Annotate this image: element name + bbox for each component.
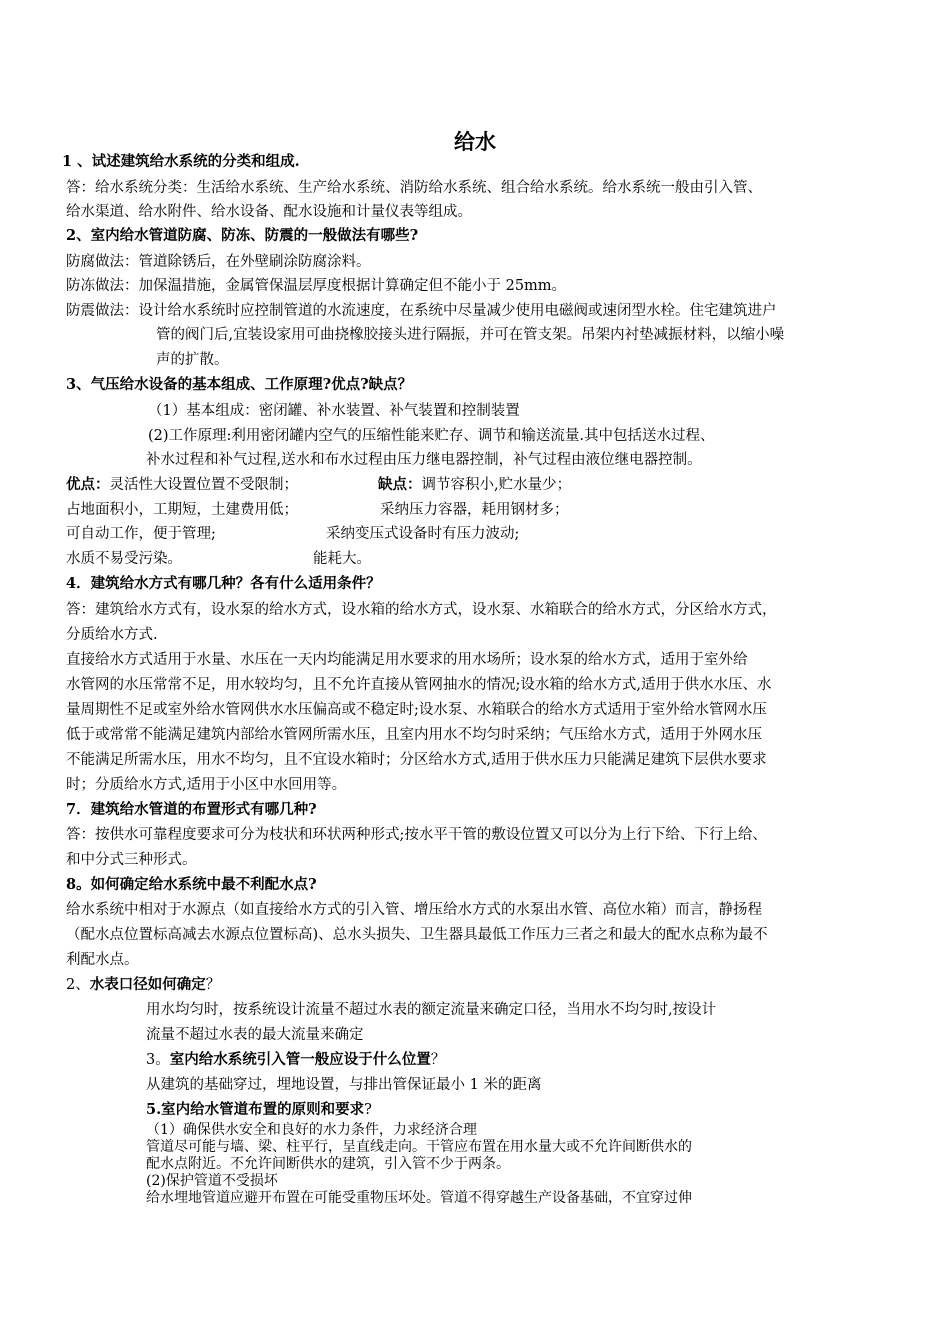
answer-4-line-3: 直接给水方式适用于水量、水压在一天内均能满足用水要求的用水场所；设水泵的给水方式，适用于室外给 <box>66 652 748 668</box>
question-4-heading: 4．建筑给水方式有哪几种？各有什么适用条件？ <box>66 575 381 592</box>
heading-tail: ？ <box>430 1052 446 1068</box>
question-7-heading: 7．建筑给水管道的布置形式有哪几种? <box>66 801 317 818</box>
answer-1-line-2: 给水渠道、给水附件、给水设备、配水设施和计量仪表等组成。 <box>66 204 472 220</box>
answer-2-line-3: 防震做法：设计给水系统时应控制管道的水流速度，在系统中尽量减少使用电磁阀或速闭型水栓。住宅建筑进户 <box>66 303 777 319</box>
answer-4-line-1: 答：建筑给水方式有，设水泵的给水方式，设水箱的给水方式，设水泵、水箱联合的给水方式，分区给水方式， <box>66 602 777 618</box>
answer-3-line-2: (2)工作原理:利用密闭罐内空气的压缩性能来贮存、调节和输送流量.其中包括送水过程、 <box>148 428 715 444</box>
answer-water-meter-line-1: 用水均匀时，按系统设计流量不超过水表的额定流量来确定口径，当用水不均匀时,按设计 <box>146 1002 717 1018</box>
cons-label: 缺点： <box>378 476 422 493</box>
answer-1-line-1: 答：给水系统分类：生活给水系统、生产给水系统、消防给水系统、组合给水系统。给水系统一般由引入管、 <box>66 180 762 196</box>
answer-3-line-1: （1）基本组成：密闭罐、补水装置、补气装置和控制装置 <box>148 403 520 419</box>
answer-pipe-layout-line-4: (2)保护管道不受损坏 <box>146 1173 278 1189</box>
heading-text: 水表口径如何确定 <box>89 976 206 993</box>
answer-4-line-4: 水管网的水压常常不足，用水较均匀，且不允许直接从管网抽水的情况;设水箱的给水方式,适用于供水水压、水 <box>66 677 772 693</box>
answer-pipe-layout-line-3: 配水点附近。不允许间断供水的建筑，引入管不少于两条。 <box>146 1156 510 1172</box>
pros-item: 占地面积小，工期短，土建费用低； <box>66 502 298 518</box>
cons-item: 调节容积小,贮水量少； <box>421 477 572 493</box>
answer-7-line-2: 和中分式三种形式。 <box>66 852 197 868</box>
answer-pipe-layout-line-1: （1）确保供水安全和良好的水力条件，力求经济合理 <box>146 1122 477 1138</box>
cons-item: 采纳压力容器，耗用钢材多； <box>380 502 569 518</box>
pros-item: 灵活性大设置位置不受限制； <box>109 477 298 493</box>
answer-pipe-layout-line-5: 给水埋地管道应避开布置在可能受重物压坏处。管道不得穿越生产设备基础，不宜穿过伸 <box>146 1190 692 1206</box>
answer-2-line-4: 管的阀门后,宜装设家用可曲挠橡胶接头进行隔振，并可在管支架。吊架内衬垫减振材料，以缩小噪 <box>156 327 785 343</box>
question-pipe-layout-heading <box>146 1098 372 1122</box>
pros-label: 优点： <box>66 476 110 493</box>
answer-8-line-1: 给水系统中相对于水源点（如直接给水方式的引入管、增压给水方式的水泵出水管、高位水箱）而言，静扬程 <box>66 902 762 918</box>
answer-inlet-pipe-line-1: 从建筑的基础穿过，埋地设置，与排出管保证最小 1 米的距离 <box>146 1077 542 1093</box>
question-water-meter-heading <box>66 973 220 997</box>
question-2-heading: 2、室内给水管道防腐、防冻、防震的一般做法有哪些? <box>66 227 419 244</box>
answer-3-line-3: 补水过程和补气过程,送水和布水过程由压力继电器控制，补气过程由液位继电器控制。 <box>146 452 702 468</box>
cons-item: 能耗大。 <box>313 551 371 567</box>
answer-2-line-2: 防冻做法：加保温措施，金属管保温层厚度根据计算确定但不能小于 25mm。 <box>66 278 567 294</box>
answer-pipe-layout-line-2: 管道尽可能与墙、梁、柱平行，呈直线走向。干管应布置在用水量大或不允许间断供水的 <box>146 1139 692 1155</box>
answer-4-line-6: 低于或常常不能满足建筑内部给水管网所需水压，且室内用水不均匀时采纳；气压给水方式，适用于外网水压 <box>66 727 762 743</box>
answer-7-line-1: 答：按供水可靠程度要求可分为枝状和环状两种形式;按水平干管的敷设位置又可以分为上行下给、下行上给、 <box>66 827 767 843</box>
question-1-heading: 1 、试述建筑给水系统的分类和组成. <box>62 153 300 170</box>
question-inlet-pipe-heading <box>146 1048 445 1072</box>
answer-4-line-8: 时；分质给水方式,适用于小区中水回用等。 <box>66 777 347 793</box>
page-title: 给水 <box>454 130 496 154</box>
cons-row-1 <box>378 473 571 497</box>
question-3-heading: 3、气压给水设备的基本组成、工作原理?优点?缺点？ <box>66 376 413 393</box>
answer-2-line-5: 声的扩散。 <box>156 352 229 368</box>
answer-4-line-7: 不能满足所需水压，用水不均匀，且不宜设水箱时；分区给水方式,适用于供水压力只能满足建筑下层供水要求 <box>66 752 767 768</box>
answer-4-line-2: 分质给水方式. <box>66 627 158 643</box>
answer-8-line-2: （配水点位置标高减去水源点位置标高)、总水头损失、卫生器具最低工作压力三者之和最大的配水点称为最不 <box>66 927 768 943</box>
cons-item: 采纳变压式设备时有压力波动; <box>326 526 520 542</box>
heading-number: 3。 <box>146 1052 170 1068</box>
heading-text: 室内给水系统引入管一般应设于什么位置 <box>169 1051 431 1068</box>
answer-2-line-1: 防腐做法：管道除锈后，在外壁刷涂防腐涂料。 <box>66 254 371 270</box>
pros-row-1 <box>66 473 298 497</box>
question-8-heading: 8。如何确定给水系统中最不利配水点? <box>66 876 317 893</box>
heading-tail: ? <box>364 1102 372 1118</box>
answer-water-meter-line-2: 流量不超过水表的最大流量来确定 <box>146 1027 364 1043</box>
heading-text: 5.室内给水管道布置的原则和要求 <box>146 1101 365 1118</box>
pros-item: 可自动工作，便于管理; <box>66 526 216 542</box>
heading-tail: ？ <box>205 977 221 993</box>
pros-item: 水质不易受污染。 <box>66 551 182 567</box>
answer-4-line-5: 量周期性不足或室外给水管网供水水压偏高或不稳定时;设水泵、水箱联合的给水方式适用于室外给水管网水压 <box>66 702 767 718</box>
heading-number: 2、 <box>66 977 90 993</box>
answer-8-line-3: 利配水点。 <box>66 952 139 968</box>
